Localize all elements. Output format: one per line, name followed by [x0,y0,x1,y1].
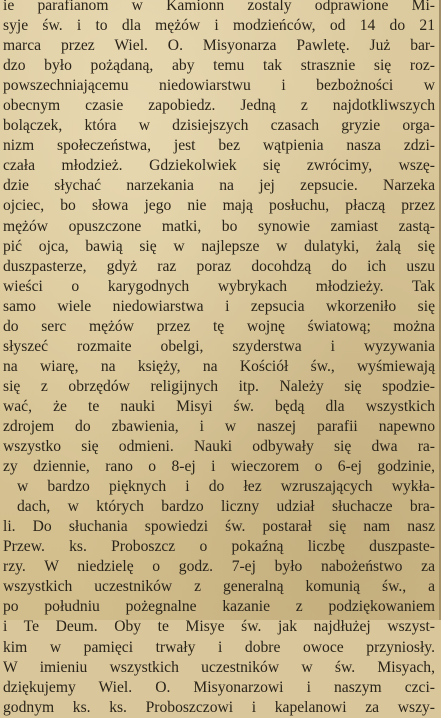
article-text-line: duszpasterze, gdyż raz poraz docohdzą do ich uszu [3,257,435,275]
article-text-line: w bardzo pięknych i do łez wzruszających wykła- [17,478,435,496]
article-text-line: nizm społeczeństwa, jest bez wątpienia nasza zdzi- [3,137,435,155]
article-text-line: po południu pożegnalne kazanie z podziękowaniem [3,598,435,616]
article-text-line: ojciec, bo słowa jego nie mają posłuchu, płaczą przez [3,197,435,215]
article-text-line: dzo było pożądaną, aby temu tak strasznie się roz- [3,57,435,75]
article-text-line: słyszeć rozmaite obelgi, szyderstwa i wyzywania [3,337,435,355]
article-text-line: Przew. ks. Proboszcz o pokaźną liczbę duszpaste- [3,538,435,556]
article-text-line: czała młodzież. Gdziekolwiek się zwrócimy, wszę- [3,157,435,175]
article-text-line: pić ojca, bawią się w najlepsze w dulatyki, żalą się [3,237,435,255]
article-text-line: wać, że te nauki Misyi św. będą dla wszystkich [3,397,435,415]
article-text-line: się z obrzędów religijnych itp. Należy się spodzie- [3,377,435,395]
article-text-line: wszystko się odmieni. Nauki odbywały się dwa ra- [3,438,435,456]
article-text-line: wszystkich uczestników z generalną komunią św., a [3,578,435,596]
article-text-line: do serc mężów przez tę wojnę światową; można [3,317,435,335]
article-text-line: syje św. i to dla mężów i modzieńców, od 14 do 21 [3,17,435,35]
article-text-line: dach, w których bardzo liczny udział słuchacze bra- [17,498,435,516]
article-text-line: dziękujemy Wiel. O. Misyonarzowi i naszym czci- [3,678,435,696]
article-text-line: ie parafianom w Kamionn zostaly odprawione Mi- [3,0,435,14]
article-text-line: samo wiele niedowiarstwa i zepsucia wkorzeniło się [3,297,435,315]
article-text-line: zy dziennie, rano o 8-ej i wieczorem o 6-ej godzinie, [3,458,435,476]
article-text-line: powszechniającemu niedowiarstwu i bezbożności w [3,77,435,95]
article-text-line: wieści o karygodnych wybrykach młodzieży. Tak [3,277,435,295]
article-column [3,0,435,718]
article-text-line: zdrojem do zbawienia, i w naszej parafii napewno [3,417,435,435]
article-text-line: kim w pamięci trwały i dobre owoce przyniosły. [3,638,435,656]
article-text-line: i Te Deum. Oby te Misye św. jak najdłużej wszyst- [3,618,435,636]
article-text-line: mężów opuszczone matki, bo synowie zamiast zastą- [3,217,435,235]
article-text-line: marca przez Wiel. O. Misyonarza Pawletę. Już bar- [3,37,435,55]
article-text-line: li. Do słuchania spowiedzi św. postarał się nam nasz [3,518,435,536]
article-text-line: bolączek, która w dzisiejszych czasach gryzie orga- [3,117,435,135]
article-text-line: dzie słychać narzekania na jej zepsucie. Narzeka [3,177,435,195]
article-text-line: godnym ks. ks. Proboszczowi i kapelanowi za wszy- [3,698,435,716]
article-text-line: na wiarę, na księży, na Kościół św., wyśmiewają [3,357,435,375]
article-text-line: obecnym czasie zapobiedz. Jedną z najdotkliwszych [3,97,435,115]
article-text-line: W imieniu wszystkich uczestników w św. Misyach, [3,658,435,676]
article-text-line: rzy. W niedzielę o godz. 7-ej było nabożeństwo za [3,558,435,576]
